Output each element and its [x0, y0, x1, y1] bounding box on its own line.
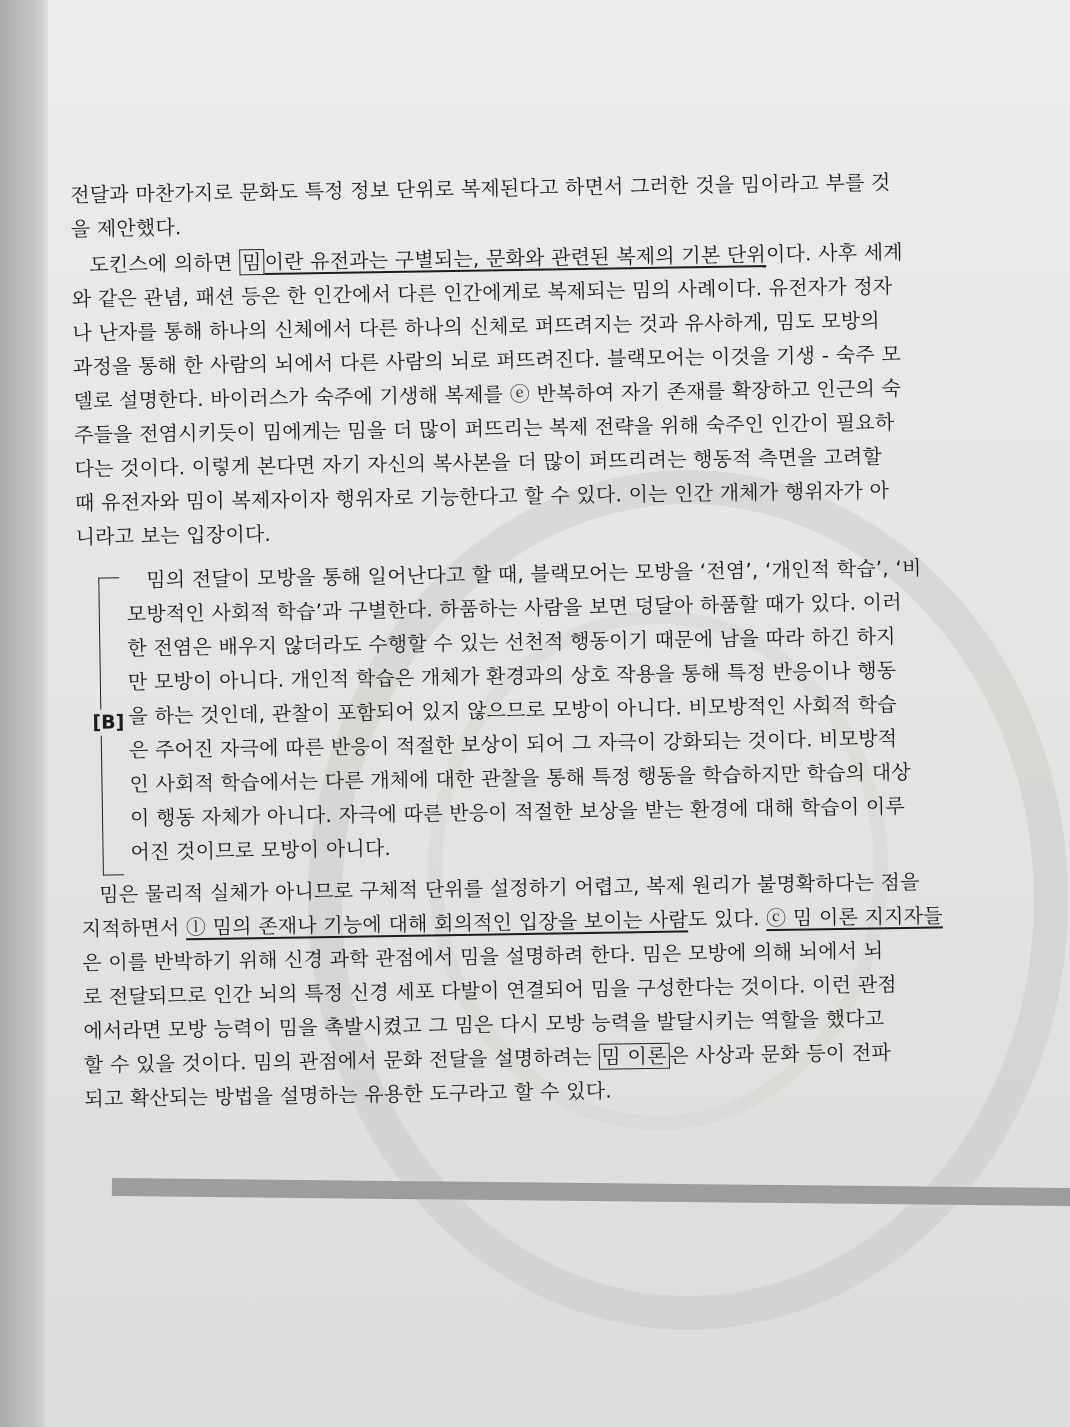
- last-line-6-suffix: 은 사상과 문화 등이 전파: [669, 1040, 892, 1068]
- last-line: 에서라면 모방 능력이 밈을 촉발시켰고 그 밈은 다시 모방 능력을 발달시키는 역할을 했다고: [83, 1006, 885, 1043]
- last-line: 로 전달되므로 인간 뇌의 특정 신경 세포 다발이 연결되어 밈을 구성한다는 것이다. 이런 관점: [82, 972, 897, 1009]
- page-edge-shadow: [0, 0, 48, 1427]
- underlined-definition: 이란 유전과는 구별되는, 문화와 관련된 복제의 기본 단위: [264, 242, 767, 274]
- section-b-line: 한 전염은 배우지 않더라도 수행할 수 있는 선천적 행동이기 때문에 남을 따라 하긴 하지: [127, 624, 896, 661]
- dawkins-line: 주들을 전염시키듯이 밈에게는 밈을 더 많이 퍼뜨리는 복제 전략을 위해 숙주인 인간이 필요하: [73, 410, 895, 447]
- intro-line-2: 을 제안했다.: [70, 215, 182, 241]
- dawkins-line: 델로 설명한다. 바이러스가 숙주에 기생해 복제를 ⓔ 반복하여 자기 존재를 확장하고 인근의 숙: [73, 375, 902, 413]
- intro-line-1: 전달과 마찬가지로 문화도 특정 정보 단위로 복제된다고 하면서 그러한 것을 밈이라고 부를 것: [70, 170, 891, 207]
- underlined-supporters-phrase: ⓒ 밈 이론 지지자들: [766, 903, 943, 931]
- last-line-7: 되고 확산되는 방법을 설명하는 유용한 도구라고 할 수 있다.: [84, 1078, 613, 1111]
- dawkins-line: 다는 것이다. 이렇게 본다면 자기 자신의 복사본을 더 많이 퍼뜨리려는 행동적 측면을 고려할: [74, 444, 883, 481]
- section-b-line: 인 사회적 학습에서는 다른 개체에 대한 관찰을 통해 특정 행동을 학습하지만 학습의 대상: [129, 759, 912, 797]
- passage-text: [70, 165, 1030, 1111]
- last-line-1: 밈은 물리적 실체가 아니므로 구체적 단위를 설정하기 어렵고, 복제 원리가 불명확하다는 점을: [99, 869, 920, 907]
- dawkins-line: 과정을 통해 한 사람의 뇌에서 다른 사람의 뇌로 퍼뜨려진다. 블랙모어는 이것을 기생 - 숙주 모: [72, 341, 902, 379]
- dawkins-line: 때 유전자와 밈이 복제자이자 행위자로 기능한다고 할 수 있다. 이는 인간 개체가 행위자가 아: [74, 478, 890, 515]
- last-line: 은 이를 반박하기 위해 신경 과학 관점에서 밈을 설명하려 한다. 밈은 모방에 의해 뇌에서 뇌: [82, 938, 884, 975]
- underlined-skeptic-phrase: ⓛ 밈의 존재나 기능에 대해 회의적인 입장을 보이는 사람: [185, 907, 689, 940]
- section-b-label: [B]: [92, 711, 125, 734]
- dawkins-line: 나 난자를 통해 하나의 신체에서 다른 하나의 신체로 퍼뜨려지는 것과 유사하게, 밈도 모방의: [72, 308, 880, 345]
- section-b-line: 밈의 전달이 모방을 통해 일어난다고 할 때, 블랙모어는 모방을 ‘전염’, ‘개인적 학습’, ‘비: [146, 555, 922, 592]
- last-line-2-mid: 도 있다.: [687, 906, 767, 932]
- book-page: [48, 0, 1070, 1427]
- section-b-line: 만 모방이 아니다. 개인적 학습은 개체가 환경과의 상호 작용을 통해 특정 반응이나 행동: [127, 658, 897, 695]
- section-b-line: 모방적인 사회적 학습’과 구별한다. 하품하는 사람을 보면 덩달아 하품할 때가 있다. 이러: [126, 589, 902, 627]
- boxed-term-meme: 밈: [239, 249, 265, 275]
- section-b-line: 은 주어진 자극에 따른 반응이 적절한 보상이 되어 그 자극이 강화되는 것이다. 비모방적: [128, 726, 898, 763]
- section-b-line: 을 하는 것인데, 관찰이 포함되어 있지 않으므로 모방이 아니다. 비모방적인 사회적 학습: [128, 692, 897, 729]
- last-line-2-prefix: 지적하면서: [81, 915, 187, 941]
- dawkins-line: 와 같은 관념, 패션 등은 한 인간에서 다른 인간에게로 복제되는 밈의 사례이다. 유전자가 정자: [71, 274, 893, 311]
- section-b-line: 이 행동 자체가 아니다. 자극에 따른 반응이 적절한 보상을 받는 환경에 대해 학습이 이루: [129, 793, 906, 831]
- dawkins-line-1-prefix: 도킨스에 의하면: [89, 250, 240, 277]
- dawkins-line-1-suffix: 이다. 사후 세계: [765, 239, 903, 267]
- last-line-6-prefix: 할 수 있을 것이다. 밈의 관점에서 문화 전달을 설명하려는: [83, 1044, 599, 1077]
- dawkins-line: 니라고 보는 입장이다.: [75, 521, 272, 549]
- section-b-line: 어진 것이므로 모방이 아니다.: [130, 836, 392, 865]
- boxed-term-meme-theory: 밈 이론: [598, 1043, 670, 1070]
